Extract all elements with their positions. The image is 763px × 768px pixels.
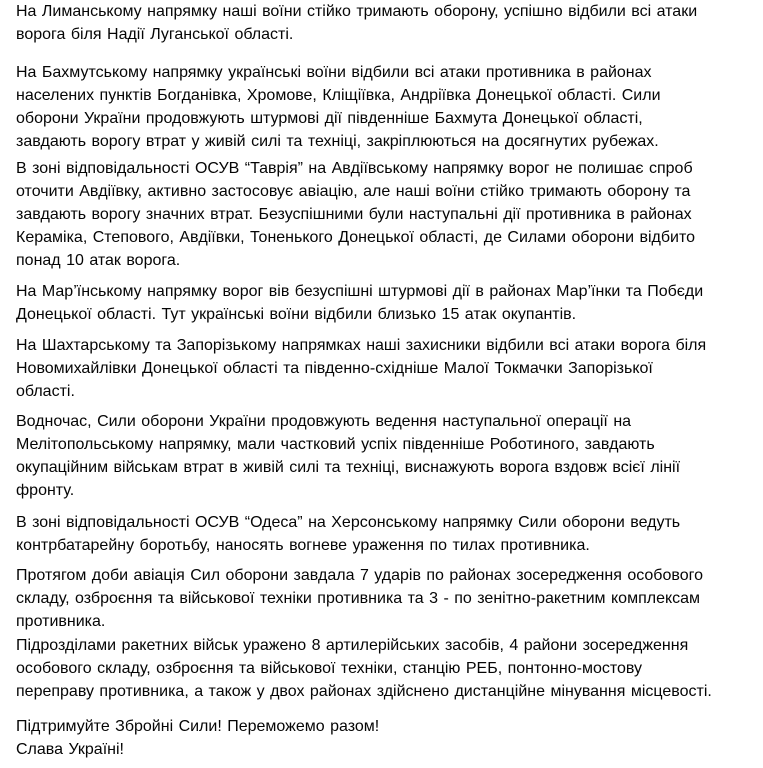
closing-line-1: Підтримуйте Збройні Сили! Переможемо разом! xyxy=(16,718,380,735)
paragraph-5-line-1: На Шахтарському та Запорізькому напрямках наші захисники відбили всі атаки ворога біля xyxy=(16,337,707,354)
paragraph-8-line-2: складу, озброєння та військової техніки противника та 3 - по зенітно-ракетним комплексам xyxy=(16,590,701,607)
paragraph-2-line-3: оборони України продовжують штурмові дії південніше Бахмута Донецької області, xyxy=(16,110,643,127)
paragraph-8-line-3: противника. xyxy=(16,613,106,630)
paragraph-3-line-3: завдають ворогу значних втрат. Безуспішними були наступальні дії противника в районах xyxy=(16,206,692,223)
paragraph-4-line-2: Донецької області. Тут українські воїни відбили близько 15 атак окупантів. xyxy=(16,306,577,323)
paragraph-3-line-4: Кераміка, Степового, Авдіївки, Тоненького Донецької області, де Силами оборони відбито xyxy=(16,229,696,246)
paragraph-6-line-4: фронту. xyxy=(16,482,75,499)
closing-line-2: Слава Україні! xyxy=(16,741,124,758)
paragraph-9-line-2: особового складу, озброєння та військової техніки, станцію РЕБ, понтонно-мостову xyxy=(16,660,643,677)
paragraph-2-line-1: На Бахмутському напрямку українські воїни відбили всі атаки противника в районах xyxy=(16,64,652,81)
paragraph-9-line-3: переправу противника, а також у двох районах здійснено дистанційне мінування місцевості. xyxy=(16,683,712,700)
paragraph-1-line-2: ворога біля Надії Луганської області. xyxy=(16,26,294,43)
paragraph-5-line-2: Новомихайлівки Донецької області та південно-східніше Малої Токмачки Запорізької xyxy=(16,360,653,377)
paragraph-6-line-1: Водночас, Сили оборони України продовжують ведення наступальної операції на xyxy=(16,413,632,430)
paragraph-3-line-1: В зоні відповідальності ОСУВ “Таврія” на Авдіївському напрямку ворог не полишає спроб xyxy=(16,160,693,177)
paragraph-7-line-1: В зоні відповідальності ОСУВ “Одеса” на Херсонському напрямку Сили оборони ведуть xyxy=(16,514,681,531)
paragraph-5-line-3: області. xyxy=(16,383,75,400)
paragraph-2-line-2: населених пунктів Богданівка, Хромове, Кліщіївка, Андріївка Донецької області. Сили xyxy=(16,87,661,104)
paragraph-3-line-5: понад 10 атак ворога. xyxy=(16,252,181,269)
paragraph-6-line-3: окупаційним військам втрат в живій силі та техніці, виснажують ворога вздовж всієї лінії xyxy=(16,459,681,476)
paragraph-4-line-1: На Мар’їнському напрямку ворог вів безуспішні штурмові дії в районах Мар’їнки та Побєди xyxy=(16,283,704,300)
paragraph-3-line-2: оточити Авдіївку, активно застосовує авіацію, але наші воїни стійко тримають оборону та xyxy=(16,183,691,200)
paragraph-8-line-1: Протягом доби авіація Сил оборони завдала 7 ударів по районах зосередження особового xyxy=(16,567,703,584)
paragraph-7-line-2: контрбатарейну боротьбу, наносять вогневе ураження по тилах противника. xyxy=(16,537,590,554)
paragraph-6-line-2: Мелітопольському напрямку, мали частковий успіх південніше Роботиного, завдають xyxy=(16,436,655,453)
paragraph-9-line-1: Підрозділами ракетних військ уражено 8 артилерійських засобів, 4 райони зосередження xyxy=(16,637,689,654)
paragraph-1-line-1: На Лиманському напрямку наші воїни стійко тримають оборону, успішно відбили всі атаки xyxy=(16,3,698,20)
paragraph-2-line-4: завдають ворогу втрат у живій силі та техніці, закріплюються на досягнутих рубежах. xyxy=(16,133,659,150)
